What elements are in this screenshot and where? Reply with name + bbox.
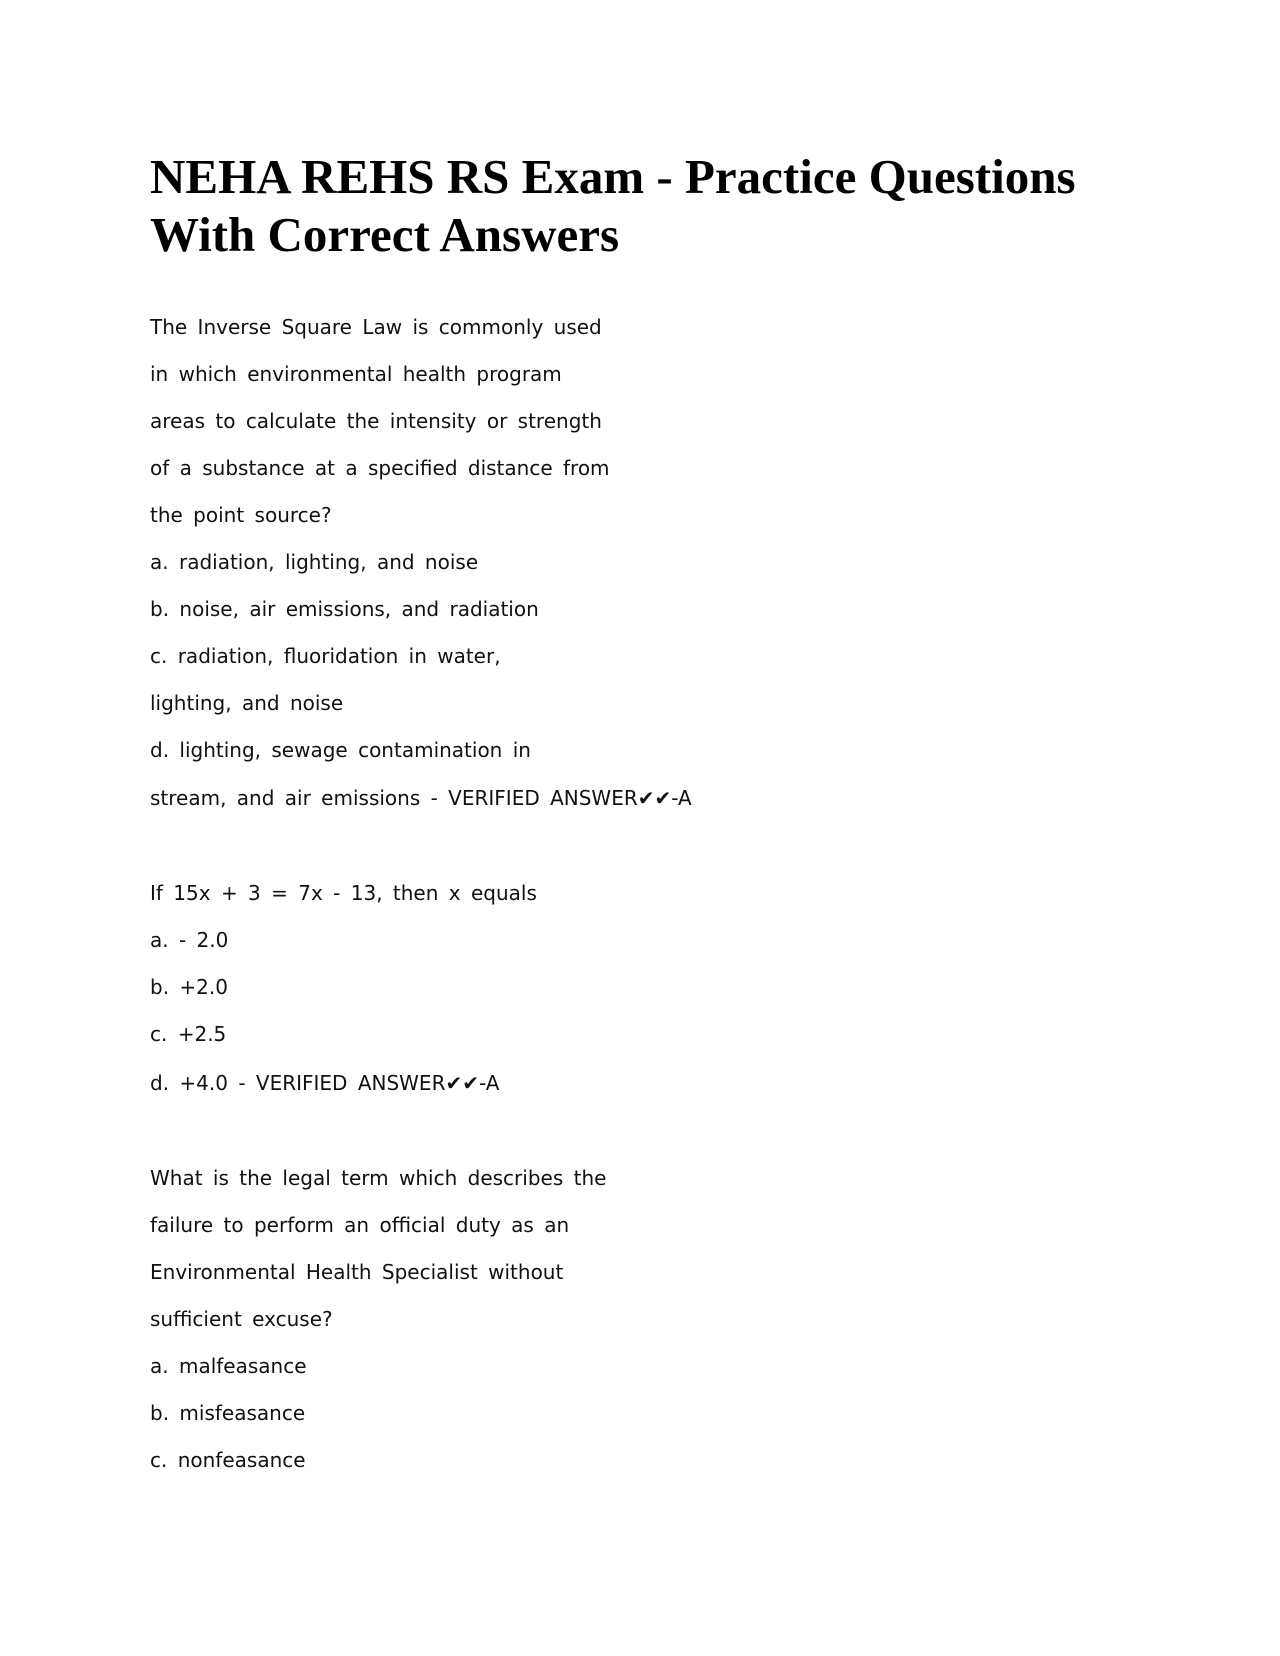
question-text-line: failure to perform an official duty as an bbox=[150, 1213, 570, 1237]
question-text-line: sufficient excuse? bbox=[150, 1307, 333, 1331]
question-text-line: in which environmental health program bbox=[150, 362, 562, 386]
question-text-line: The Inverse Square Law is commonly used bbox=[150, 315, 602, 339]
document-title: NEHA REHS RS Exam - Practice Questions With Correct Answers bbox=[150, 149, 1076, 262]
answer-option: b. noise, air emissions, and radiation bbox=[150, 597, 539, 621]
answer-option: b. +2.0 bbox=[150, 975, 228, 999]
question-text-line: of a substance at a specified distance from bbox=[150, 456, 610, 480]
verified-answer-line: stream, and air emissions - VERIFIED ANSWER✔✔-A bbox=[150, 786, 692, 810]
answer-option: b. misfeasance bbox=[150, 1401, 306, 1425]
answer-option: c. radiation, fluoridation in water, bbox=[150, 644, 501, 668]
answer-option: c. nonfeasance bbox=[150, 1448, 306, 1472]
answer-option: a. radiation, lighting, and noise bbox=[150, 550, 479, 574]
verified-answer-line: d. +4.0 - VERIFIED ANSWER✔✔-A bbox=[150, 1071, 500, 1095]
question-text-line: If 15x + 3 = 7x - 13, then x equals bbox=[150, 881, 537, 905]
question-text-line: What is the legal term which describes the bbox=[150, 1166, 607, 1190]
question-text-line: the point source? bbox=[150, 503, 332, 527]
answer-option: c. +2.5 bbox=[150, 1022, 227, 1046]
answer-option: a. - 2.0 bbox=[150, 928, 229, 952]
answer-option: a. malfeasance bbox=[150, 1354, 307, 1378]
question-text-line: areas to calculate the intensity or strength bbox=[150, 409, 602, 433]
answer-option: lighting, and noise bbox=[150, 691, 344, 715]
answer-option: d. lighting, sewage contamination in bbox=[150, 738, 531, 762]
question-text-line: Environmental Health Specialist without bbox=[150, 1260, 564, 1284]
